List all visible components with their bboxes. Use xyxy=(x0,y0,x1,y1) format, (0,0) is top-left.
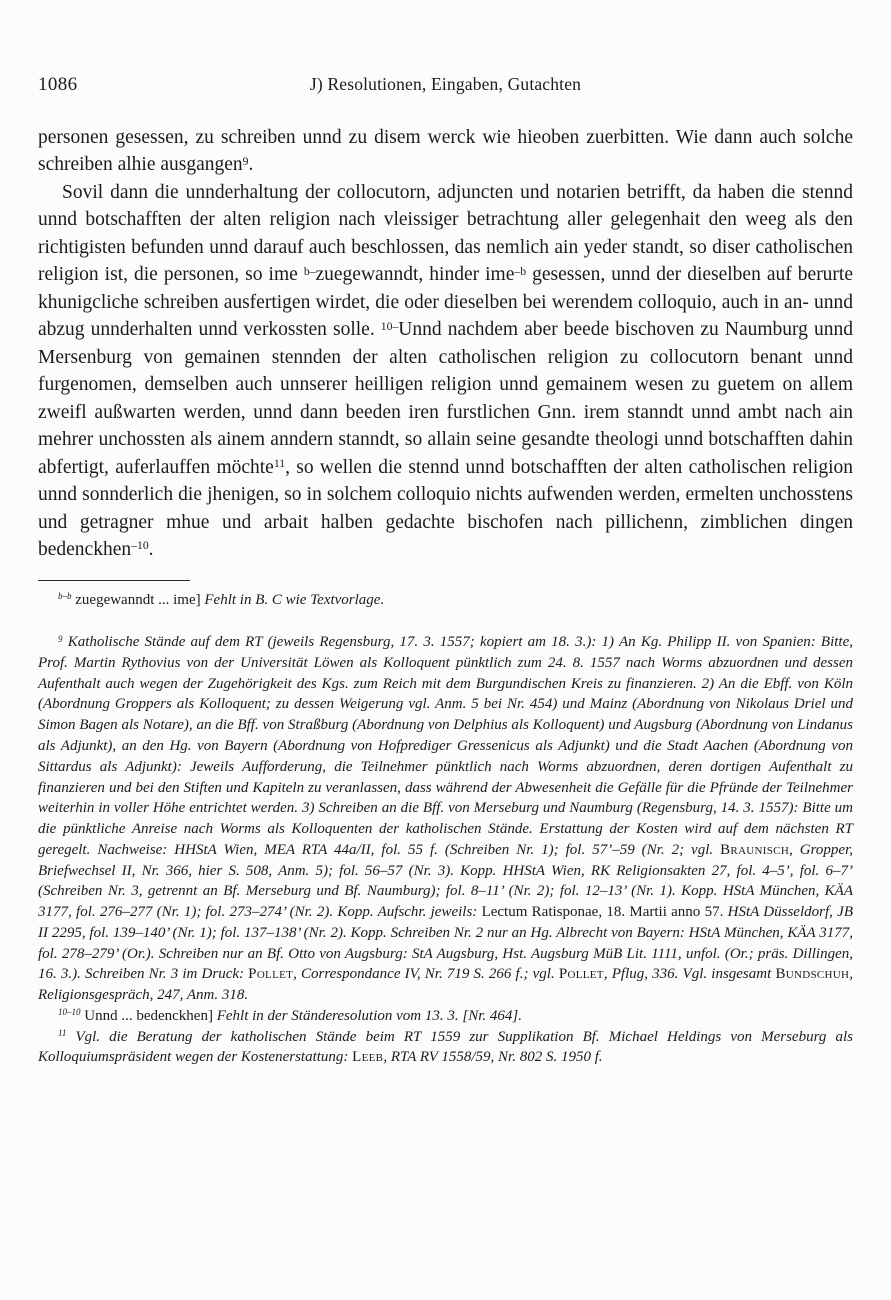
text-segment: Pollet xyxy=(558,966,604,983)
text-segment: Unnd nachdem aber beede bischoven zu Naumburg unnd Mersenburg von gemainen stennden der alten catholischen religion zu collocutorn benant unnd furgenomen, demselben auch unnserer heilligen religion unnd gemainem wesen zu guetem on allem zweifl außwarten werden, unnd dann beeden iren furstlichen Gnn. irem stanndt unnd ambt nach ain mehrer unchossten als ainem anndern stanndt, so allain seine gesandte theologi unnd botschafften dahin abfertigt, auferlauffen möchte xyxy=(38,319,853,478)
footnote-marker: b–b xyxy=(58,591,72,602)
text-segment: Lectum Ratisponae, 18. Martii anno 57. xyxy=(481,904,724,921)
text-segment: , Correspondance IV, Nr. 719 S. 266 f.; vgl. xyxy=(293,966,559,983)
footnote-marker: 10–10 xyxy=(58,1007,81,1018)
footnote-9 xyxy=(38,632,853,1006)
text-segment: zuegewanndt ... ime] xyxy=(71,591,205,608)
text-segment: . xyxy=(148,539,154,561)
main-text-block xyxy=(38,124,853,564)
text-segment: Vgl. die Beratung der katholischen Stände beim RT 1559 zur Supplikation Bf. Michael Heldings von Merseburg als Kolloquiumspräsident wegen der Kostenerstattung: xyxy=(38,1028,853,1066)
text-segment: Unnd ... bedenckhen] xyxy=(80,1007,217,1024)
footnote-marker: 11 xyxy=(273,456,286,470)
text-segment: , so wellen die stennd unnd botschafften der alten catholischen religion unnd sonnderlich die jhenigen, so in solchem colloquio nichts aufwenden werden, ermelten unchosstens und getragner mhue und arbait halben gedachte bischofen nach pillichenn, zimblichen dingen bedenckhen xyxy=(38,456,854,561)
text-segment: , Gropper, Briefwechsel II, Nr. 366, hier S. 508, Anm. 5); fol. 56–57 (Nr. 3). Kopp. HHStA Wien, RK Religionsakten 27, fol. 4–5’, fol. 6–7’ (Schreiben Nr. 3, getrennt an Bf. Merseburg und Bf. Naumburg); fol. 8–11’ (Nr. 2); fol. 12–13’ (Nr. 1). Kopp. HStA München, KÄA 3177, fol. 276–277 (Nr. 1); fol. 273–274’ (Nr. 2). Kopp. Aufschr. jeweils: xyxy=(38,841,853,921)
body-paragraph-2 xyxy=(38,179,853,564)
footnote-10 xyxy=(38,1006,853,1027)
running-title: J) Resolutionen, Eingaben, Gutachten xyxy=(309,74,582,94)
footnote-marker: –10 xyxy=(131,539,149,553)
text-segment: gesessen, unnd der dieselben auf berurte khunigcliche schreiben ausfertigen wirdet, die oder dieselben bei werendem colloquio, auch in an- unnd abzug unnderhalten unnd verkossten solle. xyxy=(38,264,854,341)
footnote-marker: –b xyxy=(514,264,527,278)
footnote-marker: 10– xyxy=(380,319,399,333)
text-segment: , Religionsgespräch, 247, Anm. 318. xyxy=(38,966,854,1004)
text-segment: Sovil dann die unnderhaltung der collocutorn, adjuncten und notarien betrifft, da haben die stennd unnd botschafften der alten religion nach vleissiger betrachtung aller gelegenhait den weeg als den richtigisten befunden unnd darauf auch beschlossen, das nemlich ain yeder standt, so diser catholischen religion ist, die personen, so ime xyxy=(38,181,853,286)
body-paragraph-1 xyxy=(38,124,853,179)
footnote-separator-rule xyxy=(38,580,190,581)
text-segment: Bundschuh xyxy=(775,966,850,983)
text-segment: Leeb xyxy=(352,1049,384,1066)
text-segment: zuegewanndt, hinder ime xyxy=(315,264,515,286)
text-segment: Fehlt in der Ständeresolution vom 13. 3. [Nr. 464]. xyxy=(216,1007,522,1024)
text-segment: Pollet xyxy=(248,966,294,983)
page-header xyxy=(38,74,853,102)
footnote-marker: 9 xyxy=(58,633,63,644)
critical-apparatus-note xyxy=(38,590,853,610)
text-segment: Braunisch xyxy=(720,841,790,858)
text-segment: Fehlt in B. C wie Textvorlage. xyxy=(204,591,385,608)
text-segment: HStA Düsseldorf, JB II 2295, fol. 139–140’ (Nr. 1); fol. 137–138’ (Nr. 2). Kopp. Schreiben Nr. 2 nur an Hg. Albrecht von Bayern: HStA München, KÄA 3177, fol. 278–279’ (Or.). Schreiben nur an Bf. Otto von Augsburg: StA Augsburg, Hst. Augsburg MüB Lit. 1111, unfol. (Or.; präs. Dillingen, 16. 3.). Schreiben Nr. 3 im Druck: xyxy=(38,904,853,983)
footnotes-block xyxy=(38,632,853,1068)
text-segment: , Pflug, 336. Vgl. insgesamt xyxy=(603,966,776,983)
text-segment: . xyxy=(248,154,254,176)
page-number: 1086 xyxy=(38,74,78,95)
text-segment: , RTA RV 1558/59, Nr. 802 S. 1950 f. xyxy=(383,1049,603,1066)
footnote-marker: 11 xyxy=(58,1028,67,1039)
text-segment: personen gesessen, zu schreiben unnd zu disem werck wie hieoben zuerbitten. Wie dann auch solche schreiben alhie ausgangen xyxy=(38,127,853,176)
footnote-marker: 9 xyxy=(242,154,249,168)
footnote-11 xyxy=(38,1027,853,1069)
text-segment: Katholische Stände auf dem RT (jeweils Regensburg, 17. 3. 1557; kopiert am 18. 3.): 1) An Kg. Philipp II. von Spanien: Bitte, Prof. Martin Rythovius von der Universität Löwen als Kolloquent pünktlich zum 24. 8. 1557 nach Worms abzuordnen und dessen Aufenthalt auch wegen der Zugehörigkeit des Kgs. zum Reich mit dem Burgundischen Kreis zu finanzieren. 2) An die Ebff. von Köln (Abordnung Groppers als Kolloquent; zu dessen Weigerung vgl. Anm. 5 bei Nr. 454) und Mainz (Abordnung von Nikolaus Driel und Simon Bagen als Notare), an die Bff. von Straßburg (Abordnung von Delphius als Kolloquent) und Augsburg (Abordnung von Lindanus als Adjunkt), an den Hg. von Bayern (Abordnung von Hofprediger Gressenicus als Adjunkt) und die Stadt Aachen (Abordnung von Sittardus als Adjunkt): Jeweils Aufforderung, die Teilnehmer pünktlich nach Worms abzuordnen, deren dortigen Aufenthalt zu finanzieren und bei den Stiften und Kapiteln zu veranlassen, dass während der Abwesenheit die Gefälle für die Pfründe der Teilnehmer weiterhin in voller Höhe entrichtet werden. 3) Schreiben an die Bff. von Merseburg und Naumburg (Regensburg, 14. 3. 1557): Bitte um die pünktliche Anreise nach Worms als Kolloquenten der katholischen Stände. Erstattung der Kosten wird auf dem nächsten RT geregelt. Nachweise: HHStA Wien, MEA RTA 44a/II, fol. 55 f. (Schreiben Nr. 1); fol. 57’–59 (Nr. 2; vgl. xyxy=(38,634,853,858)
footnote-marker: b– xyxy=(303,264,316,278)
